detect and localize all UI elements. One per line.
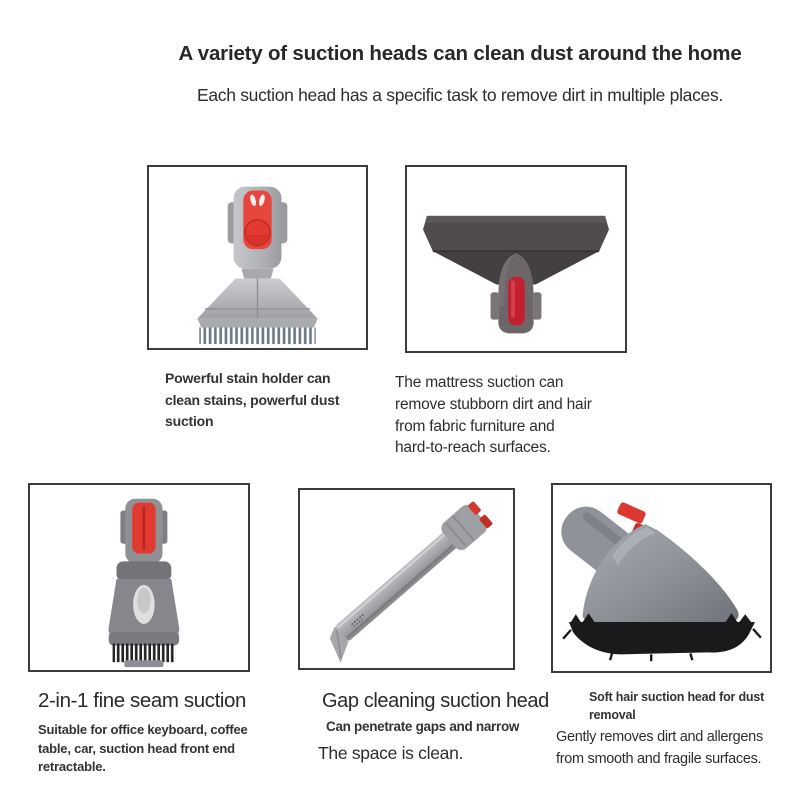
caption-line: from smooth and fragile surfaces. (556, 751, 762, 767)
crevice-tube (316, 499, 497, 663)
heading-crevice-tool: Gap cleaning suction head (322, 690, 549, 712)
heading-combination-tool: 2-in-1 fine seam suction (38, 689, 247, 712)
soft-dusting-brush-illustration (553, 485, 770, 671)
page-title: A variety of suction heads can clean dust around the home (178, 42, 742, 65)
caption-line: remove stubborn dirt and hair (395, 395, 592, 413)
caption-line: Powerful stain holder can (165, 370, 331, 386)
product-image-box-stiff-bristle-brush (147, 165, 368, 350)
caption-line: The mattress suction can (395, 374, 564, 391)
tool-body (109, 561, 180, 635)
caption-line: Suitable for office keyboard, coffee (38, 722, 248, 737)
caption-combination-tool (38, 721, 248, 777)
combination-tool-illustration (30, 485, 248, 670)
stiff-bristle-brush-illustration (149, 167, 366, 348)
subheading-soft-dusting-brush (589, 689, 764, 724)
caption-line: clean stains, powerful dust (165, 391, 340, 408)
retractable-brush (109, 632, 179, 667)
caption-crevice-tool-line1: Can penetrate gaps and narrow (326, 719, 520, 734)
caption-line: hard-to-reach surfaces. (395, 439, 551, 457)
caption-stiff-bristle-brush (165, 368, 339, 433)
caption-crevice-tool-line2: The space is clean. (318, 743, 464, 763)
subheading-line: Soft hair suction head for dust (589, 690, 765, 704)
caption-line: Gently removes dirt and allergens (556, 729, 763, 745)
page-subtitle: Each suction head has a specific task to remove dirt in multiple places. (196, 85, 724, 105)
product-image-box-soft-dusting-brush (551, 483, 772, 673)
product-image-box-crevice-tool (298, 488, 515, 670)
caption-line: table, car, suction head front end (38, 740, 235, 756)
crevice-tool-illustration (300, 490, 513, 668)
caption-line: suction (165, 413, 214, 429)
subheading-line: removal (589, 707, 636, 722)
mattress-tool-illustration (407, 167, 625, 351)
red-latch (508, 277, 525, 326)
stiff-bristles (199, 327, 315, 344)
caption-line: from fabric furniture and (395, 417, 555, 435)
brush-head (197, 269, 317, 344)
red-release-button (243, 190, 271, 249)
product-image-box-mattress-tool (405, 165, 627, 353)
caption-mattress-tool (395, 372, 592, 459)
product-image-box-combination-tool (28, 483, 250, 672)
adapter-top (120, 499, 167, 564)
red-clip (616, 501, 646, 524)
caption-soft-dusting-brush (556, 726, 763, 770)
caption-line: retractable. (38, 759, 106, 775)
